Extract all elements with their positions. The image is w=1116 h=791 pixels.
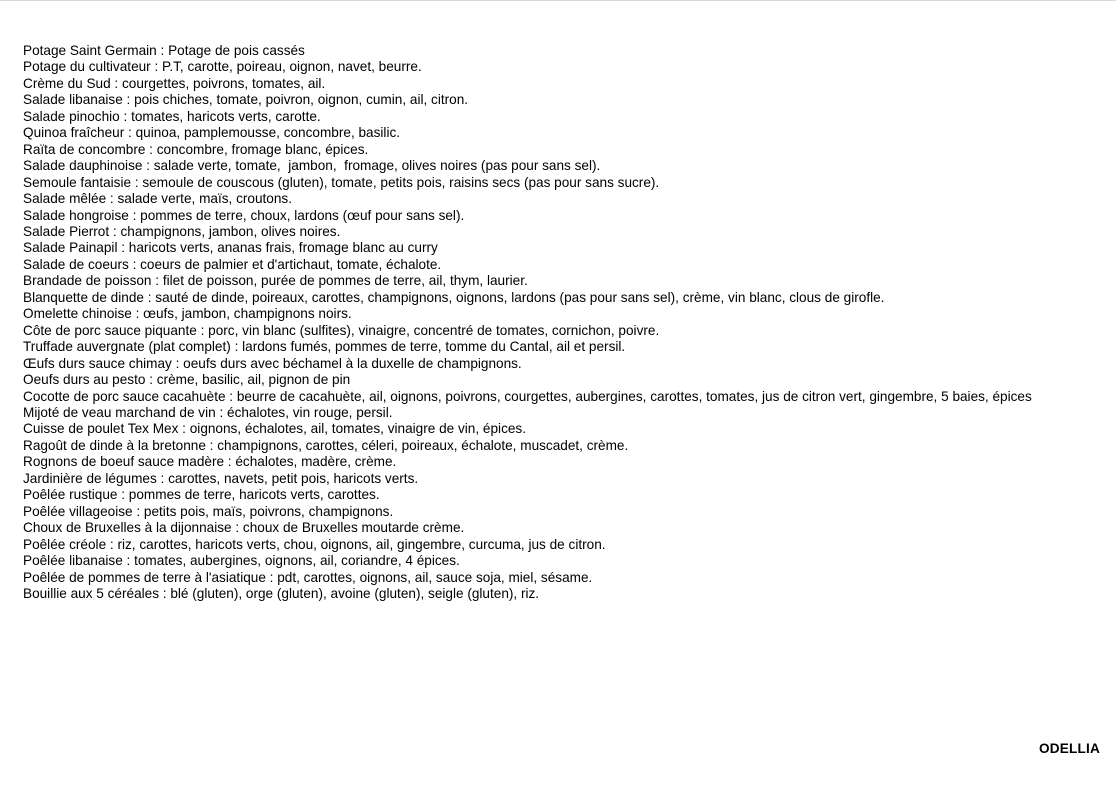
dish-line: Bouillie aux 5 céréales : blé (gluten), orge (gluten), avoine (gluten), seigle (gluten), riz.: [23, 585, 540, 601]
dish-line: Cuisse de poulet Tex Mex : oignons, échalotes, ail, tomates, vinaigre de vin, épices.: [23, 421, 526, 437]
dish-line: Potage du cultivateur : P.T, carotte, poireau, oignon, navet, beurre.: [23, 59, 422, 75]
dish-line: Poêlée libanaise : tomates, aubergines, oignons, ail, coriandre, 4 épices.: [23, 553, 460, 569]
dish-line: Raïta de concombre : concombre, fromage blanc, épices.: [23, 141, 369, 157]
dish-line: Salade Painapil : haricots verts, ananas frais, fromage blanc au curry: [23, 240, 438, 256]
dish-line: Poêlée rustique : pommes de terre, haricots verts, carottes.: [23, 487, 380, 503]
dish-line: Jardinière de légumes : carottes, navets, petit pois, haricots verts.: [23, 470, 419, 486]
dish-line: Poêlée créole : riz, carottes, haricots verts, chou, oignons, ail, gingembre, curcuma, jus de citron.: [23, 536, 606, 552]
dish-line: Omelette chinoise : œufs, jambon, champignons noirs.: [23, 306, 352, 322]
dish-line: Côte de porc sauce piquante : porc, vin blanc (sulfites), vinaigre, concentré de tomates, cornichon, poivre.: [23, 322, 660, 338]
dish-line: Salade de coeurs : coeurs de palmier et d'artichaut, tomate, échalote.: [23, 256, 442, 272]
dish-line: Choux de Bruxelles à la dijonnaise : choux de Bruxelles moutarde crème.: [23, 520, 465, 536]
dish-line: Œufs durs sauce chimay : oeufs durs avec béchamel à la duxelle de champignons.: [23, 355, 522, 371]
dish-line: Truffade auvergnate (plat complet) : lardons fumés, pommes de terre, tomme du Cantal, ail et persil.: [23, 339, 626, 355]
dish-line: Poêlée de pommes de terre à l'asiatique : pdt, carottes, oignons, ail, sauce soja, miel, sésame.: [23, 569, 593, 585]
dish-ingredient-list: [23, 43, 1083, 602]
dish-line: Cocotte de porc sauce cacahuète : beurre de cacahuète, ail, oignons, poivrons, courgettes, aubergines, carottes, tomates, jus de citron vert, gingembre, 5 baies, épices: [23, 388, 1032, 404]
dish-line: Salade hongroise : pommes de terre, choux, lardons (œuf pour sans sel).: [23, 207, 465, 223]
dish-line: Rognons de boeuf sauce madère : échalotes, madère, crème.: [23, 454, 397, 470]
page-top-border: [0, 0, 1116, 1]
dish-line: Quinoa fraîcheur : quinoa, pamplemousse, concombre, basilic.: [23, 125, 401, 141]
dish-line: Oeufs durs au pesto : crème, basilic, ail, pignon de pin: [23, 372, 351, 388]
dish-line: Salade Pierrot : champignons, jambon, olives noires.: [23, 223, 341, 239]
dish-line: Brandade de poisson : filet de poisson, purée de pommes de terre, ail, thym, laurier.: [23, 273, 528, 289]
dish-line: Blanquette de dinde : sauté de dinde, poireaux, carottes, champignons, oignons, lardons (pas pour sans sel), crème, vin blanc, clous de girofle.: [23, 289, 885, 305]
dish-line: Ragoût de dinde à la bretonne : champignons, carottes, céleri, poireaux, échalote, muscadet, crème.: [23, 437, 629, 453]
dish-line: Semoule fantaisie : semoule de couscous (gluten), tomate, petits pois, raisins secs (pas pour sans sucre).: [23, 174, 660, 190]
dish-line: Salade mêlée : salade verte, maïs, croutons.: [23, 191, 292, 207]
dish-line: Salade pinochio : tomates, haricots verts, carotte.: [23, 108, 321, 124]
dish-line: Salade dauphinoise : salade verte, tomate, jambon, fromage, olives noires (pas pour sans sel).: [23, 158, 601, 174]
dish-line: Poêlée villageoise : petits pois, maïs, poivrons, champignons.: [23, 503, 394, 519]
dish-line: Mijoté de veau marchand de vin : échalotes, vin rouge, persil.: [23, 404, 393, 420]
footer-brand: ODELLIA: [1038, 741, 1100, 756]
dish-line: Salade libanaise : pois chiches, tomate, poivron, oignon, cumin, ail, citron.: [23, 92, 469, 108]
dish-line: Crème du Sud : courgettes, poivrons, tomates, ail.: [23, 75, 326, 91]
dish-line: Potage Saint Germain : Potage de pois cassés: [23, 43, 305, 58]
